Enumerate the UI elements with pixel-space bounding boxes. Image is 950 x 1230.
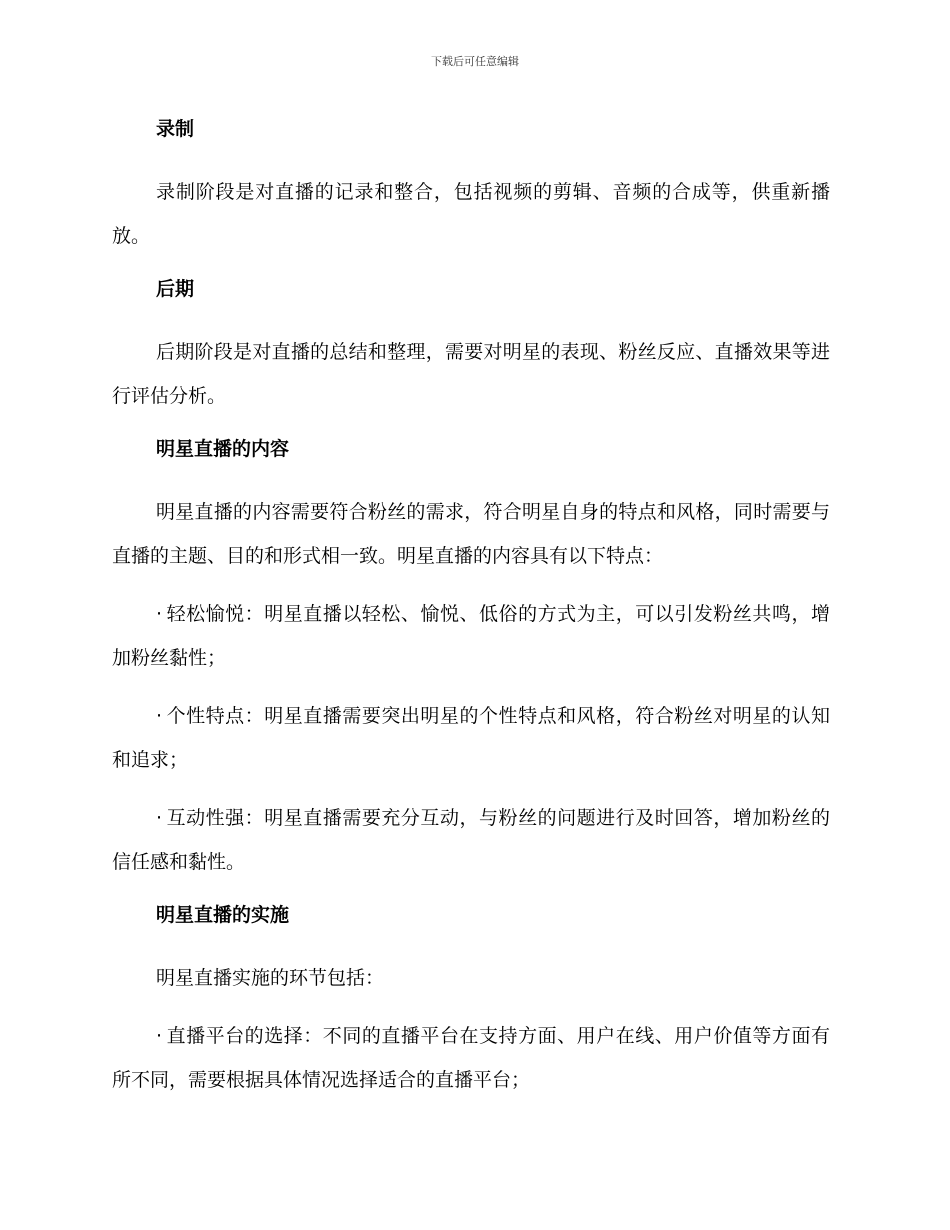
- paragraph-implementation: 明星直播实施的环节包括：: [156, 967, 385, 989]
- bullet-item: [112, 694, 830, 782]
- bullet-dot-icon: ·: [156, 603, 163, 625]
- bullet-dot-icon: ·: [156, 705, 163, 727]
- bullet-text: 互动性强：明星直播需要充分互动，与粉丝的问题进行及时回答，增加粉丝的信任感和黏性。: [112, 807, 830, 873]
- document-body: [112, 112, 830, 1116]
- bullet-text: 个性特点：明星直播需要突出明星的个性特点和风格，符合粉丝对明星的认知和追求；: [112, 705, 830, 771]
- paragraph-post-production: 后期阶段是对直播的总结和整理，需要对明星的表现、粉丝反应、直播效果等进行评估分析。: [112, 341, 830, 407]
- paragraph-recording: 录制阶段是对直播的记录和整合，包括视频的剪辑、音频的合成等，供重新播放。: [112, 181, 830, 247]
- bullet-item: [112, 1014, 830, 1102]
- bullet-text: 轻松愉悦：明星直播以轻松、愉悦、低俗的方式为主，可以引发粉丝共鸣，增加粉丝黏性；: [112, 603, 830, 669]
- section-heading-content: 明星直播的内容: [156, 438, 290, 460]
- section-heading-post-production: 后期: [156, 278, 195, 300]
- bullet-dot-icon: ·: [156, 807, 163, 829]
- bullet-item: [112, 796, 830, 884]
- paragraph-content: 明星直播的内容需要符合粉丝的需求，符合明星自身的特点和风格，同时需要与直播的主题、目的和形式相一致。明星直播的内容具有以下特点：: [112, 501, 830, 567]
- bullet-dot-icon: ·: [156, 1025, 163, 1047]
- bullet-item: [112, 592, 830, 680]
- section-heading-implementation: 明星直播的实施: [156, 904, 290, 926]
- bullet-text: 直播平台的选择：不同的直播平台在支持方面、用户在线、用户价值等方面有所不同，需要根据具体情况选择适合的直播平台；: [112, 1025, 830, 1091]
- page-header: 下载后可任意编辑: [431, 55, 519, 68]
- section-heading-recording: 录制: [156, 118, 195, 140]
